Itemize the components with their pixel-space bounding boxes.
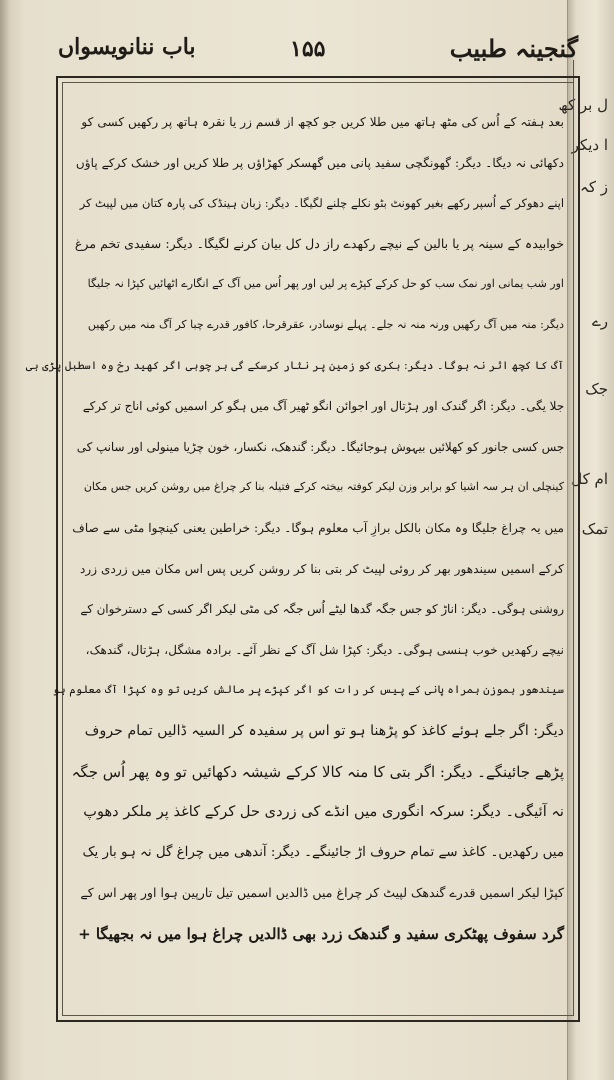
text-frame [25,76,580,1022]
text-line: دکھائی نہ دیگا۔ دیگر: گھونگچی سفید پانی میں گھسکر کھڑاؤں پر طلا کریں اور خشک کرکے پاؤں [75,155,564,170]
text-line: دیگر: اگر جلے ہوئے کاغذ کو پڑھنا ہو تو اس پر سفیدہ کر السیہ ڈالیں تمام حروف [84,722,564,739]
page-header [58,26,578,66]
text-line: جلا یگی۔ دیگر: اگر گندک اور ہڑتال اور اجوائن انگو ٹھیر آگ میں ہگو کر اسمیں کوئی اناج تر کرکے [82,399,564,414]
adjacent-fragment: تمک [581,520,608,538]
text-line: پڑھے جائینگے۔ دیگر: اگر بتی کا منہ کالا کرکے شیشہ دکھائیں تو وہ پھر اُس جگہ [71,762,564,781]
text-line: خوابیدہ کے سینہ پر یا بالین کے نیچے رکھدے راز دل کل بیان کرنے لگیگا۔ دیگر: سفیدی تخم مرغ [74,235,564,251]
adjacent-fragment: رے [591,312,608,330]
text-line: اپنے دھوکر کے اُسپر رکھے بغیر کھونٹ بٹو نکلے چلنے لگیگا۔ دیگر: زبان ہینڈک کی پارہ کتان میں لپیٹ کر [79,196,564,211]
text-line: جس کسی جانور کو کھلائیں بیہوش ہوجائیگا۔ دیگر: گندھک، نکسار، خون چڑیا مینولی اور سانپ کی [76,439,564,454]
text-line: کینچلی ان ہر سہ اشیا کو برابر وزن لیکر کوفتہ بیختہ کرکے فتیلہ بنا کر چراغ میں روشن کریں جس مکان [83,480,564,494]
text-line: اور شب یمانی اور نمک سب کو حل کرکے کپڑے پر لیں اور پھر اُس میں آگ کے انگارے اٹھائیں کپڑا نہ جلیگا [87,277,564,291]
text-line: بعد ہفتہ کے اُس کی مٹھ ہاتھ میں طلا کریں جو کچھ از قسم زر یا نقرہ ہاتھ پر رکھیں کسی کو [81,115,564,129]
text-line-final: گرد سفوف پھٹکری سفید و گندھک زرد بھی ڈالدیں چراغ ہوا میں نہ بجھیگا + [78,924,564,943]
text-line: آگ کا کچھ اثر نہ ہوگا۔ دیگر: بکری کو زمین پر نثار کرسکے گی ہر چوبی اگر کھید رخ وہ اسطبل پڑی ہی [25,358,564,372]
adjacent-fragment: ل بر کھ [558,96,608,114]
adjacent-fragment: ز کہ [580,178,608,196]
body-text [25,102,564,954]
text-line: کرکے اسمیں سیندھور بھر کر روئی لپیٹ کر بتی بنا کر روشن کریں پس اس مکان میں زردی زرد [79,561,564,576]
text-line: میں رکھدیں۔ کاغذ سے تمام حروف اڑ جائینگے۔ دیگر: آندھی میں چراغ گل نہ ہو بار یک [82,844,564,860]
page-gutter-shadow [0,0,10,1080]
text-line: کپڑا لیکر اسمیں قدرے گندھک لپیٹ کر چراغ میں ڈالدیں اسمیں تیل تارپین ہوا اور پھر اس کے [80,885,564,901]
text-line: سیندھور ہموزن ہمراہ پانی کے پیس کر رات کو اگر کپڑے پر مالش کریں تو وہ کپڑا آگ معلوم ہو [52,683,564,697]
adjacent-fragment: جک [585,380,608,398]
adjacent-fragment: ا دیکر [571,136,608,154]
running-title: گنجینہ طبیب [449,34,578,63]
text-line: روشنی ہوگی۔ دیگر: اناڑ کو جس جگہ گدھا لیٹے اُس جگہ کی مٹی لیکر اگر کسی کے دسترخوان کے [80,602,564,617]
page-number: ۱۵۵ [290,36,326,62]
text-line: نیچے رکھدیں خوب ہنسی ہوگی۔ دیگر: کپڑا شل آگ کے نظر آئے۔ برادہ مشگل، ہڑتال، گندھک، [85,642,564,657]
text-line: میں یہ چراغ جلیگا وہ مکان بالکل برازِ آب معلوم ہوگا۔ دیگر: خراطین یعنی کینچوا مٹی سے صاف [72,520,564,535]
text-line: دیگر: منہ میں آگ رکھیں ورنہ منہ نہ جلے۔ پہلے نوسادر، عقرقرحا، کافور قدرے چبا کر آگ منہ میں رکھیں [87,317,564,331]
adjacent-fragment: ام کل [571,470,608,488]
chapter-title: باب ننانویسواں [58,34,196,60]
text-line: نہ آئیگی۔ دیگر: سرکہ انگوری میں انڈے کی زردی حل کرکے کاغذ پر ملکر دھوپ [83,803,564,821]
